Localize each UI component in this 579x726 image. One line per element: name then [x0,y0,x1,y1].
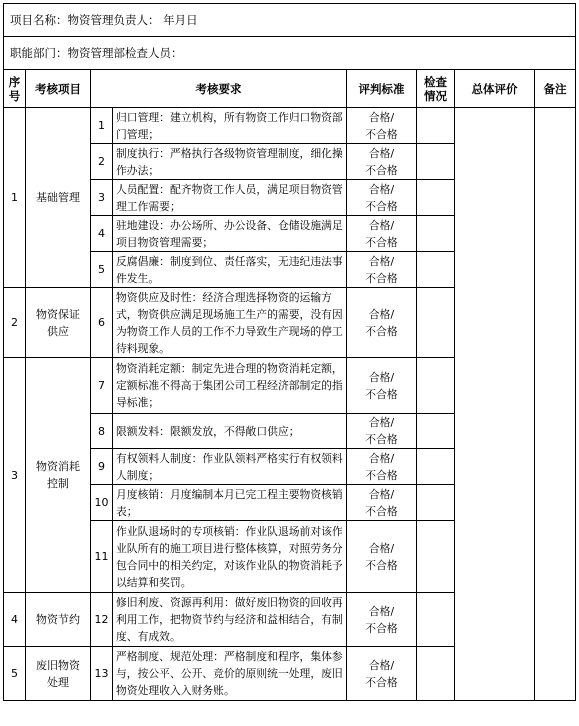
group-project-name: 基础管理 [26,108,91,288]
check-result-cell[interactable] [417,108,455,144]
item-standard [347,288,417,358]
group-number: 1 [4,108,26,288]
check-result-cell[interactable] [417,180,455,216]
header-department-line: 职能部门：物资管理部检查人员： [4,37,576,70]
check-result-cell[interactable] [417,144,455,180]
item-requirement: 有权领料人制度：作业队领料严格实行有权领料人制度； [113,449,347,485]
standard-pass-label: 合格/ [368,182,395,196]
standard-fail-label: 不合格 [365,235,398,249]
item-requirement: 人员配置：配齐物资工作人员，满足项目物资管理工作需要； [113,180,347,216]
check-result-cell[interactable] [417,449,455,485]
standard-pass-label: 合格/ [368,451,395,465]
item-requirement: 严格制度、规范处理：严格制度和程序，集体参与，按公平、公开、竞价的原则统一处理，废旧物资处理收入入财务账。 [113,647,347,701]
item-requirement: 物资供应及时性：经济合理选择物资的运输方式，物资供应满足现场施工生产的需要，没有因为物资工作人员的工作不力导致生产现场的停工待料现象。 [113,288,347,358]
item-standard [347,180,417,216]
check-result-cell[interactable] [417,414,455,449]
item-requirement: 月度核销：月度编制本月已完工程主要物资核销表； [113,485,347,521]
item-requirement: 驻地建设：办公场所、办公设备、仓储设施满足项目物资管理需要； [113,216,347,252]
col-header-project: 考核项目 [26,70,91,108]
standard-pass-label: 合格/ [368,218,395,232]
group-project-name: 物资保证供应 [26,288,91,358]
standard-fail-label: 不合格 [365,433,398,446]
group-number: 2 [4,288,26,358]
standard-pass-label: 合格/ [368,307,395,321]
overall-evaluation-cell[interactable] [455,108,535,701]
group-project-name: 废旧物资处理 [26,647,91,701]
item-requirement: 归口管理：建立机构，所有物资工作归口物资部门管理； [113,108,347,144]
group-number: 5 [4,647,26,701]
item-index: 9 [91,449,113,485]
check-result-cell[interactable] [417,288,455,358]
standard-pass-label: 合格/ [368,604,395,618]
column-header-row [4,70,576,108]
col-header-check: 检查情况 [417,70,455,108]
standard-fail-label: 不合格 [365,271,398,285]
item-index: 1 [91,108,113,144]
standard-pass-label: 合格/ [368,487,395,501]
item-index: 10 [91,485,113,521]
group-project-name: 物资节约 [26,593,91,647]
item-requirement: 修旧利废、资源再利用：做好废旧物资的回收再利用工作，把物资节约与经济和益相结合，有制度、有成效。 [113,593,347,647]
group-project-name: 物资消耗控制 [26,358,91,593]
item-requirement: 限额发料：限额发放，不得敞口供应； [113,414,347,449]
item-index: 11 [91,521,113,593]
check-result-cell[interactable] [417,252,455,288]
group-number: 3 [4,358,26,593]
item-index: 4 [91,216,113,252]
check-result-cell[interactable] [417,358,455,414]
item-standard [347,521,417,593]
col-header-requirement: 考核要求 [91,70,347,108]
inspection-form [3,3,575,701]
standard-fail-label: 不合格 [365,675,398,689]
check-result-cell[interactable] [417,216,455,252]
standard-fail-label: 不合格 [365,199,398,213]
check-result-cell[interactable] [417,593,455,647]
item-standard [347,485,417,521]
col-header-no: 序号 [4,70,26,108]
form-table [3,3,576,701]
item-index: 2 [91,144,113,180]
item-standard [347,647,417,701]
remark-cell[interactable] [535,108,576,701]
col-header-overall: 总体评价 [455,70,535,108]
check-result-cell[interactable] [417,647,455,701]
item-requirement: 反腐倡廉：制度到位、责任落实，无违纪违法事件发生。 [113,252,347,288]
item-index: 7 [91,358,113,414]
item-index: 12 [91,593,113,647]
header-project-line: 项目名称：物资管理负责人： 年月日 [4,4,576,37]
item-standard [347,108,417,144]
item-requirement: 作业队退场时的专项核销：作业队退场前对该作业队所有的施工项目进行整体核算，对照劳务分包合同中的相关约定，对该作业队的物资消耗予以结算和奖罚。 [113,521,347,593]
standard-pass-label: 合格/ [368,370,395,384]
item-standard [347,216,417,252]
check-result-cell[interactable] [417,521,455,593]
item-index: 5 [91,252,113,288]
item-standard [347,449,417,485]
standard-pass-label: 合格/ [368,254,395,268]
standard-pass-label: 合格/ [368,146,395,160]
table-row [4,108,576,144]
col-header-standard: 评判标准 [347,70,417,108]
standard-pass-label: 合格/ [368,416,395,429]
standard-fail-label: 不合格 [365,324,398,338]
item-standard [347,414,417,449]
item-standard [347,593,417,647]
standard-fail-label: 不合格 [365,621,398,635]
item-index: 13 [91,647,113,701]
item-requirement: 物资消耗定额：制定先进合理的物资消耗定额，定额标准不得高于集团公司工程经济部制定的指导标准； [113,358,347,414]
item-requirement: 制度执行：严格执行各级物资管理制度，细化操作办法； [113,144,347,180]
standard-pass-label: 合格/ [368,541,395,555]
item-index: 8 [91,414,113,449]
standard-pass-label: 合格/ [368,658,395,672]
check-result-cell[interactable] [417,485,455,521]
item-standard [347,144,417,180]
standard-fail-label: 不合格 [365,127,398,141]
item-index: 6 [91,288,113,358]
item-standard [347,358,417,414]
standard-pass-label: 合格/ [368,110,395,124]
item-index: 3 [91,180,113,216]
standard-fail-label: 不合格 [365,558,398,572]
standard-fail-label: 不合格 [365,468,398,482]
item-standard [347,252,417,288]
col-header-remark: 备注 [535,70,576,108]
standard-fail-label: 不合格 [365,387,398,401]
group-number: 4 [4,593,26,647]
standard-fail-label: 不合格 [365,163,398,177]
standard-fail-label: 不合格 [365,504,398,518]
